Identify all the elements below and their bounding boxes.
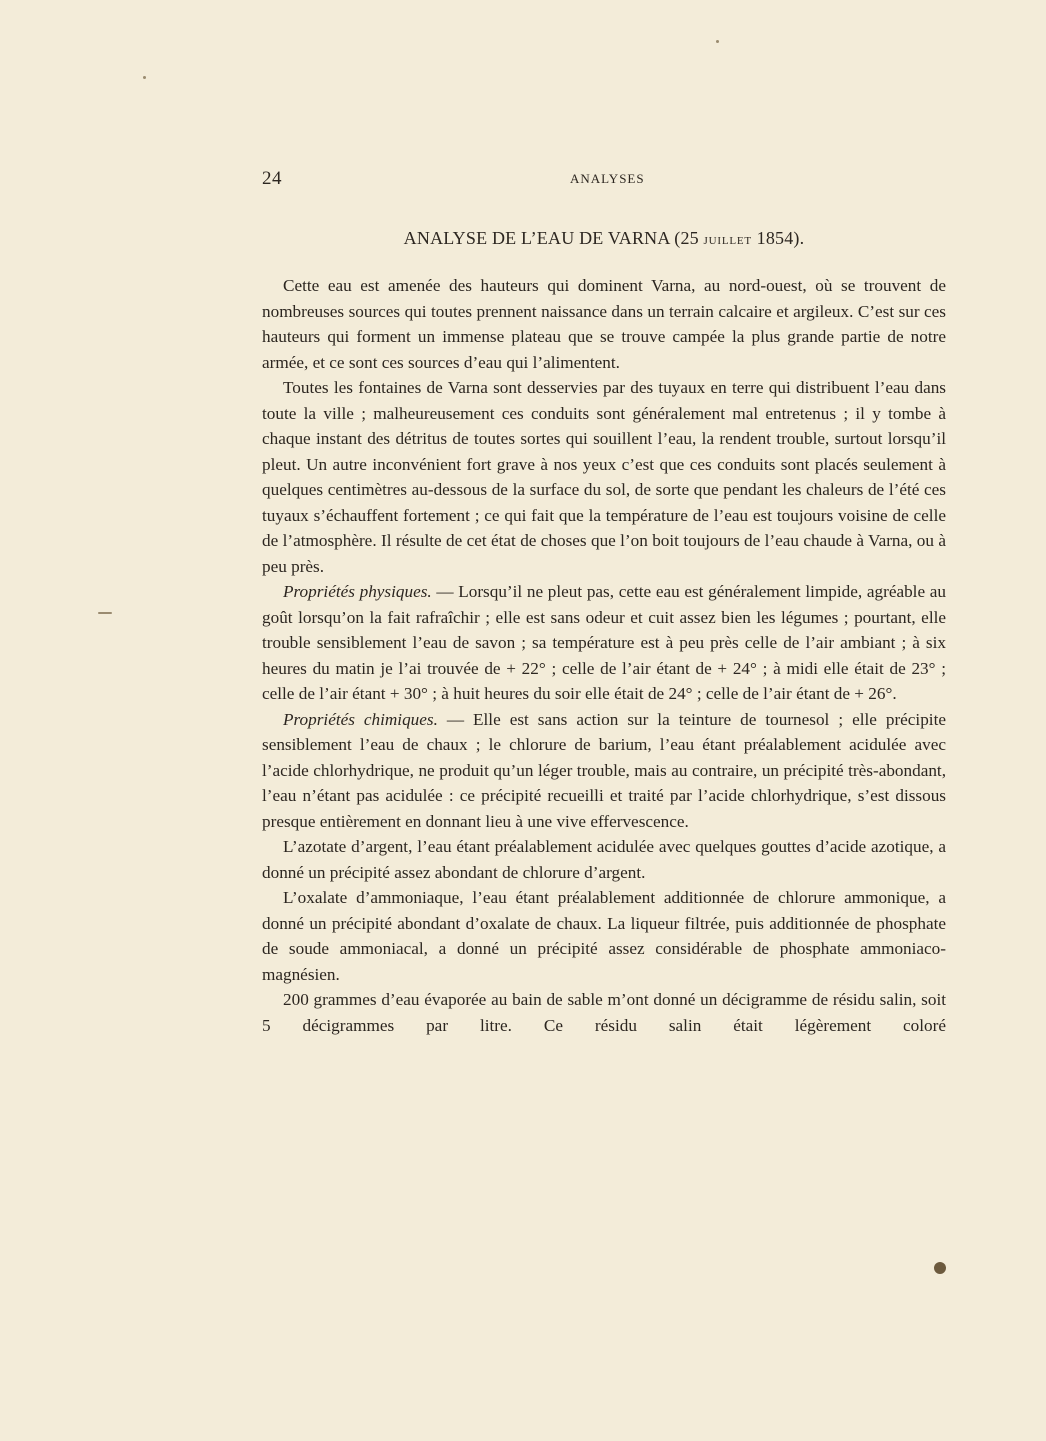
chemical-properties-text: — Elle est sans action sur la teinture de tournesol ; elle précipite sensiblement l’eau de chaux ; le chlorure de barium, l’eau étant préalablement acidulée avec l’acide chlorhydrique, ne produit qu’un léger trouble, mais au contraire, un précipité très-abondant, l’eau n’étant pas acidulée : ce précipité recueilli et traité par l’acide chlorhydrique, s’est dissous presque entièrement en donnant lieu à une vive effervescence. [262,709,946,831]
page-number: 24 [262,168,282,189]
paper-speck [98,612,112,614]
title-suffix: 1854). [751,228,805,248]
title-prefix: ANALYSE DE L’EAU DE VARNA (25 [403,228,704,248]
paragraph-fountains: Toutes les fontaines de Varna sont desservies par des tuyaux en terre qui distribuent l’eau dans toute la ville ; malheureusement ces conduits sont généralement mal entretenus ; il y tombe à chaque instant des détritus de toutes sortes qui souillent l’eau, la rendent trouble, surtout lorsqu’il pleut. Un autre inconvénient fort grave à nos yeux c’est que ces conduits sont placés seulement à quelques centimètres au-dessous de la surface du sol, de sorte que pendant les chaleurs de l’été ces tuyaux s’échauffent fortement ; ce qui fait que la température de l’eau est toujours voisine de celle de l’atmosphère. Il résulte de cet état de choses que l’on boit toujours de l’eau chaude à Varna, ou à peu près. [262,378,946,576]
body-text [262,273,946,1038]
paragraph-silver-nitrate: L’azotate d’argent, l’eau étant préalablement acidulée avec quelques gouttes d’acide azotique, a donné un précipité assez abondant de chlorure d’argent. [262,837,946,882]
paper-speck [143,76,146,79]
physical-properties-text: — Lorsqu’il ne pleut pas, cette eau est généralement limpide, agréable au goût lorsqu’on la fait rafraîchir ; elle est sans odeur et cuit assez bien les légumes ; pourtant, elle trouble sensiblement l’eau de savon ; sa température est à peu près celle de l’air ambiant ; à six heures du matin je l’ai trouvée de + 22° ; celle de l’air étant de + 24° ; à midi elle était de 23° ; celle de l’air étant + 30° ; à huit heures du soir elle était de 24° ; celle de l’air étant de + 26°. [262,582,946,703]
page-header [262,168,946,192]
paper-speck [716,40,719,43]
article-title [262,228,946,249]
ink-spot [934,1262,946,1274]
paragraph-chemical-properties [262,707,946,835]
title-month: juillet [703,231,752,248]
paragraph-ammonium-oxalate: L’oxalate d’ammoniaque, l’eau étant préalablement additionnée de chlorure ammonique, a donné un précipité abondant d’oxalate de chaux. La liqueur filtrée, puis additionnée de phosphate de soude ammoniacal, a donné un précipité assez considérable de phosphate ammoniaco-magnésien. [262,888,946,984]
section-label-physical: Propriétés physiques. [283,582,432,601]
paragraph-origin: Cette eau est amenée des hauteurs qui dominent Varna, au nord-ouest, où se trouvent de nombreuses sources qui toutes prennent naissance dans un terrain calcaire et argileux. C’est sur ces hauteurs qui forment un immense plateau que se trouve campée la plus grande partie de notre armée, et ce sont ces sources d’eau qui l’alimentent. [262,276,946,372]
running-head: ANALYSES [570,171,645,186]
section-label-chemical: Propriétés chimiques. [283,709,438,729]
paragraph-physical-properties [262,579,946,707]
paragraph-residue: 200 grammes d’eau évaporée au bain de sable m’ont donné un décigramme de résidu salin, soit 5 décigrammes par litre. Ce résidu salin était légèrement coloré [262,990,946,1035]
